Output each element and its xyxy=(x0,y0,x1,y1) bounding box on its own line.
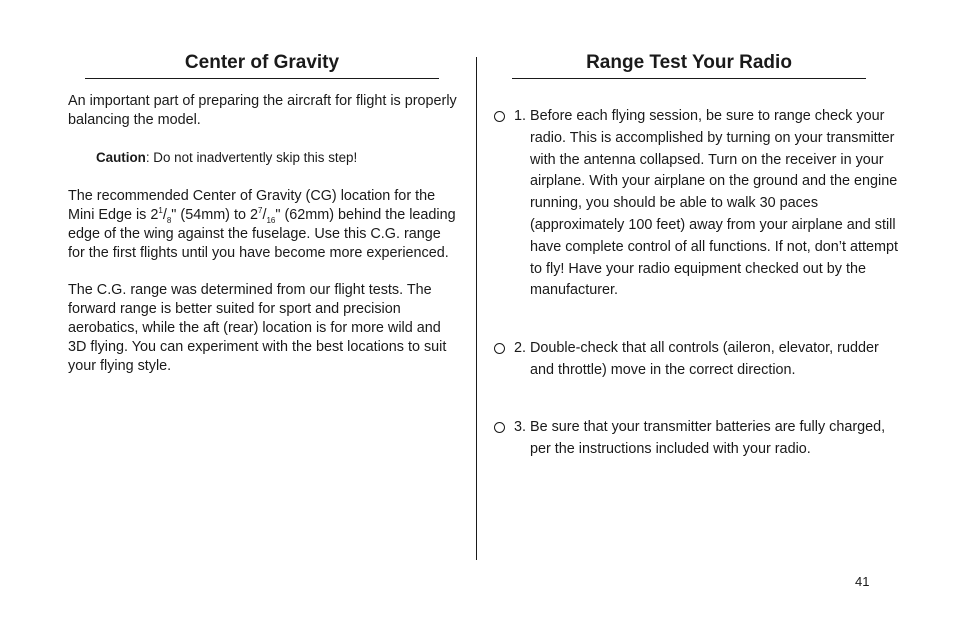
right-column xyxy=(494,52,904,460)
fraction2-denominator: 16 xyxy=(266,215,276,225)
caution-note xyxy=(96,148,460,167)
fraction1-denominator: 8 xyxy=(166,215,172,225)
checklist-item-1 xyxy=(494,106,904,302)
left-column xyxy=(68,52,460,376)
item-text: Before each flying session, be sure to range check your radio. This is accomplished by turning on your transmitter with the antenna collapsed. Turn on the receiver in your airplane. With your airplane on the ground and the engine running, you should be able to walk 30 paces (approximately 100 feet) away from your airplane and still have complete control of all functions. If not, don’t attempt to fly! Have your radio equipment checked out by the manufacturer. xyxy=(530,108,898,299)
caution-label: Caution xyxy=(96,150,146,165)
checklist-item-2 xyxy=(494,338,904,382)
caution-text: : Do not inadvertently skip this step! xyxy=(145,150,358,165)
intro-paragraph: An important part of preparing the aircraft for flight is properly balancing the model. xyxy=(68,93,457,128)
fraction2-slash: / xyxy=(262,207,267,223)
column-divider xyxy=(476,57,477,560)
center-of-gravity-heading: Center of Gravity xyxy=(85,52,439,79)
fraction1-numerator: 1 xyxy=(158,206,163,216)
cg-text-part1: The recommended Center of Gravity (CG) location for the Mini Edge is 2 xyxy=(68,188,436,223)
item-number: 3. xyxy=(514,418,527,435)
fraction1-slash: / xyxy=(162,207,167,223)
checkbox-icon xyxy=(494,343,505,354)
checkbox-icon xyxy=(494,422,505,433)
page-number: 41 xyxy=(855,574,870,589)
cg-text-part2: " (54mm) to 2 xyxy=(171,207,258,223)
cg-location-paragraph xyxy=(68,187,460,263)
item-number: 2. xyxy=(514,340,527,357)
item-text: Double-check that all controls (aileron, elevator, rudder and throttle) move in the correct direction. xyxy=(530,340,879,378)
fraction2-numerator: 7 xyxy=(257,206,263,216)
cg-range-paragraph: The C.G. range was determined from our flight tests. The forward range is better suited for sport and precision aerobatics, while the aft (rear) location is for more wild and 3D flying. You can experiment with the best locations to suit your flying style. xyxy=(68,282,447,374)
item-text: Be sure that your transmitter batteries are fully charged, per the instructions included with your radio. xyxy=(530,418,886,457)
item-number: 1. xyxy=(514,108,527,124)
checkbox-icon xyxy=(494,111,505,122)
checklist-item-3 xyxy=(494,417,904,461)
cg-text-part3: " (62mm) behind the leading edge of the wing against the fuselage. Use this C.G. range for the first flights until you have become more experienced. xyxy=(68,207,456,261)
range-test-heading: Range Test Your Radio xyxy=(512,52,866,79)
